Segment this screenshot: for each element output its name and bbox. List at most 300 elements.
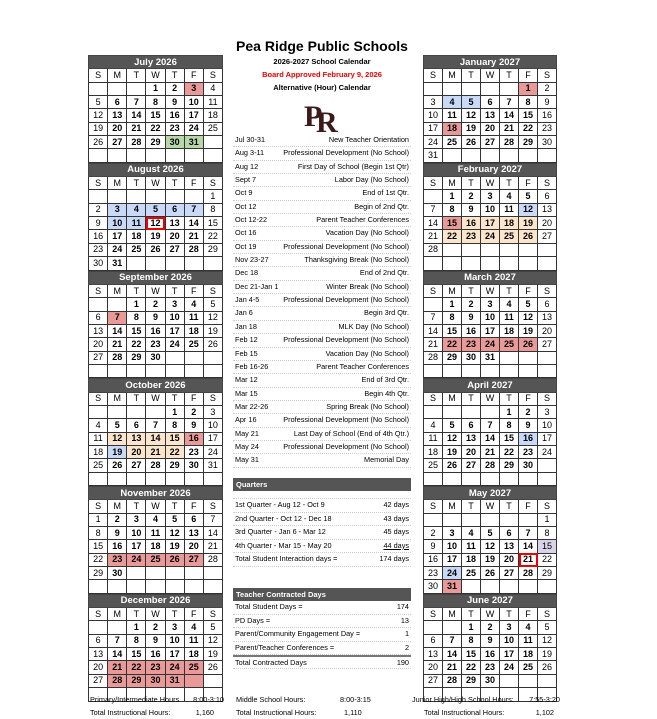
week-row: [424, 203, 557, 216]
weekday-label: S: [203, 392, 222, 405]
event-description: Parent Teacher Conferences: [316, 215, 409, 225]
calendar-day: 8: [519, 96, 538, 109]
calendar-day: 22: [165, 445, 184, 458]
calendar-day: 3: [184, 82, 203, 95]
event-description: End of 1st Qtr.: [362, 188, 409, 198]
calendar-day: 2: [462, 298, 481, 311]
teacher-days-header: Teacher Contracted Days: [233, 588, 411, 601]
month-title: August 2026: [89, 163, 223, 176]
month-calendar: [88, 378, 223, 486]
calendar-day: 22: [89, 553, 108, 566]
calendar-day: 10: [165, 311, 184, 324]
weekday-label: M: [443, 392, 462, 405]
calendar-day: 6: [500, 527, 519, 540]
calendar-day: 31: [165, 674, 184, 687]
high-hours-label: Junior High/High School Hours:: [412, 695, 514, 704]
calendar-day: [165, 351, 184, 364]
weekday-label: T: [462, 69, 481, 82]
weekday-label: S: [538, 608, 557, 621]
calendar-day: 30: [146, 674, 165, 687]
calendar-day: 28: [127, 136, 146, 149]
month-title: February 2027: [424, 163, 557, 176]
calendar-day: 25: [424, 459, 443, 472]
week-row: [89, 661, 223, 674]
week-row: [424, 405, 557, 418]
calendar-day: 20: [89, 338, 108, 351]
quarters-row: [233, 553, 411, 567]
calendar-day: 20: [538, 217, 557, 230]
calendar-day: [424, 190, 443, 203]
week-row: [89, 445, 223, 458]
calendar-day: 26: [203, 661, 222, 674]
calendar-day: [203, 364, 222, 377]
calendar-day: 26: [146, 243, 165, 256]
calendar-day: 12: [203, 634, 222, 647]
alternative-calendar-label: Alternative (Hour) Calendar: [273, 83, 371, 92]
calendar-day: 4: [500, 298, 519, 311]
calendar-day: 12: [519, 203, 538, 216]
week-row: [89, 513, 223, 526]
weekday-row: [424, 500, 557, 513]
calendar-day: [462, 257, 481, 270]
event-row: [233, 227, 411, 240]
calendar-day: 19: [519, 324, 538, 337]
week-row: [89, 553, 223, 566]
month-calendar: [423, 594, 557, 702]
weekday-label: T: [500, 284, 519, 297]
calendar-day: 27: [462, 459, 481, 472]
calendar-day: 12: [538, 634, 557, 647]
weekday-label: M: [108, 392, 127, 405]
weekday-label: F: [184, 500, 203, 513]
calendar-day: [500, 82, 519, 95]
calendar-day: 16: [108, 540, 127, 553]
calendar-day: 25: [184, 338, 203, 351]
calendar-day: 21: [424, 230, 443, 243]
calendar-day: [146, 257, 165, 270]
weekday-label: S: [89, 284, 108, 297]
calendar-day: [108, 190, 127, 203]
event-description: Professional Development (No School): [283, 241, 409, 251]
calendar-day: 9: [538, 96, 557, 109]
weekday-label: F: [184, 284, 203, 297]
event-row: [233, 254, 411, 267]
calendar-day: 18: [184, 324, 203, 337]
weekday-label: W: [481, 69, 500, 82]
calendar-day: 14: [519, 540, 538, 553]
week-row: [424, 648, 557, 661]
week-row: [89, 82, 223, 95]
calendar-day: 17: [538, 432, 557, 445]
calendar-day: 15: [519, 109, 538, 122]
event-date: Oct 12: [235, 201, 257, 211]
calendar-day: 18: [462, 553, 481, 566]
calendar-day: 3: [443, 527, 462, 540]
calendar-day: [462, 405, 481, 418]
calendar-day: 12: [519, 311, 538, 324]
calendar-day: [424, 257, 443, 270]
calendar-day: [538, 149, 557, 162]
event-row: [233, 441, 411, 454]
calendar-day: 3: [481, 190, 500, 203]
teacher-value: 190: [396, 658, 409, 668]
calendar-day: 17: [424, 122, 443, 135]
event-description: Professional Development (No School): [283, 441, 409, 451]
calendar-day: 18: [519, 648, 538, 661]
week-row: [89, 634, 223, 647]
event-description: Begin of 2nd Qtr.: [354, 201, 409, 211]
event-row: [233, 401, 411, 414]
calendar-day: [500, 674, 519, 687]
weekday-label: S: [89, 608, 108, 621]
events-list: [233, 134, 411, 468]
calendar-day: [146, 567, 165, 580]
weekday-label: T: [165, 177, 184, 190]
calendar-day: 11: [89, 432, 108, 445]
calendar-day: 7: [519, 527, 538, 540]
calendar-day: 23: [146, 338, 165, 351]
calendar-day: 23: [184, 445, 203, 458]
month-calendar: [88, 594, 223, 702]
middle-hours-value: 8:00-3:15: [340, 695, 371, 704]
week-row: [424, 364, 557, 377]
calendar-day: 14: [108, 648, 127, 661]
calendar-day: 12: [89, 109, 108, 122]
calendar-day: [127, 472, 146, 485]
calendar-day: 29: [203, 243, 222, 256]
week-row: [89, 203, 223, 216]
calendar-column-spring: [423, 55, 557, 702]
weekday-label: F: [184, 177, 203, 190]
month-calendar: [88, 55, 223, 163]
calendar-day: 1: [203, 190, 222, 203]
primary-hours: [90, 693, 224, 719]
calendar-day: [519, 351, 538, 364]
calendar-day: 23: [538, 122, 557, 135]
calendar-day: 21: [108, 338, 127, 351]
primary-total-label: Total Instructional Hours:: [90, 708, 171, 717]
weekday-label: M: [443, 284, 462, 297]
event-row: [233, 174, 411, 187]
week-row: [424, 445, 557, 458]
calendar-day: [165, 257, 184, 270]
month-calendar: [423, 378, 557, 486]
calendar-day: 20: [108, 122, 127, 135]
calendar-day: [108, 621, 127, 634]
week-row: [89, 257, 223, 270]
calendar-day: 10: [500, 634, 519, 647]
calendar-day: 10: [481, 311, 500, 324]
calendar-day: 24: [203, 445, 222, 458]
calendar-day: 25: [89, 459, 108, 472]
calendar-day: 4: [184, 298, 203, 311]
calendar-day: 22: [127, 661, 146, 674]
calendar-day: [89, 298, 108, 311]
calendar-day: 11: [500, 203, 519, 216]
weekday-label: T: [462, 392, 481, 405]
calendar-day: [165, 567, 184, 580]
calendar-day: 14: [443, 648, 462, 661]
week-row: [89, 217, 223, 230]
calendar-day: 7: [108, 634, 127, 647]
calendar-day: [165, 149, 184, 162]
calendar-day: 4: [146, 513, 165, 526]
calendar-day: 18: [203, 109, 222, 122]
event-date: Mar 15: [235, 388, 258, 398]
weekday-row: [89, 69, 223, 82]
calendar-day: 28: [481, 459, 500, 472]
calendar-day: 13: [89, 324, 108, 337]
calendar-day: 2: [146, 298, 165, 311]
event-date: Mar 12: [235, 375, 258, 385]
calendar-day: 20: [500, 553, 519, 566]
teacher-row: [233, 655, 411, 669]
event-description: Vacation Day (No School): [325, 228, 409, 238]
svg-text:R: R: [316, 106, 338, 134]
calendar-day: [165, 190, 184, 203]
calendar-day: [519, 364, 538, 377]
month-header-row: [89, 271, 223, 284]
weekday-row: [424, 392, 557, 405]
calendar-day: [443, 257, 462, 270]
calendar-day: 21: [500, 122, 519, 135]
calendar-day: [500, 351, 519, 364]
calendar-day: 9: [108, 527, 127, 540]
quarters-label: 1st Quarter - Aug 12 - Oct 9: [235, 500, 325, 509]
calendar-day: 19: [481, 553, 500, 566]
week-row: [89, 621, 223, 634]
calendar-day: 24: [443, 567, 462, 580]
calendar-day: 4: [519, 621, 538, 634]
month-title: July 2026: [89, 56, 223, 69]
weekday-label: S: [203, 284, 222, 297]
calendar-day: 26: [89, 136, 108, 149]
calendar-day: 23: [519, 445, 538, 458]
calendar-day: [538, 351, 557, 364]
calendar-day: 21: [184, 230, 203, 243]
calendar-day: [89, 405, 108, 418]
calendar-day: 9: [146, 634, 165, 647]
month-title: October 2026: [89, 379, 223, 392]
calendar-day: 8: [127, 634, 146, 647]
event-description: End of 2nd Qtr.: [359, 268, 409, 278]
calendar-day: 2: [89, 203, 108, 216]
weekday-label: S: [424, 69, 443, 82]
event-date: May 31: [235, 455, 259, 465]
calendar-day: 12: [203, 311, 222, 324]
weekday-label: W: [146, 284, 165, 297]
calendar-day: 24: [108, 243, 127, 256]
calendar-day: [108, 405, 127, 418]
calendar-day: 3: [424, 96, 443, 109]
calendar-day: 27: [500, 567, 519, 580]
week-row: [424, 513, 557, 526]
weekday-label: T: [462, 177, 481, 190]
calendar-day: 14: [127, 109, 146, 122]
teacher-label: Total Student Days =: [235, 602, 303, 611]
calendar-day: 22: [443, 230, 462, 243]
weekday-label: S: [424, 500, 443, 513]
calendar-day: 1: [500, 405, 519, 418]
weekday-label: F: [519, 69, 538, 82]
weekday-label: T: [127, 608, 146, 621]
calendar-day: 21: [146, 445, 165, 458]
calendar-day: 18: [500, 217, 519, 230]
middle-total-value: 1,110: [344, 708, 362, 717]
quarters-label: 4th Quarter - Mar 15 - May 20: [235, 540, 332, 550]
calendar-day: 18: [127, 230, 146, 243]
calendar-day: 30: [146, 351, 165, 364]
calendar-day: 29: [519, 136, 538, 149]
event-description: New Teacher Orientation: [328, 135, 409, 144]
event-row: [233, 374, 411, 387]
calendar-day: [184, 351, 203, 364]
calendar-day: 7: [184, 203, 203, 216]
calendar-day: [184, 580, 203, 593]
calendar-day: [443, 513, 462, 526]
calendar-day: 2: [165, 82, 184, 95]
calendar-day: [89, 364, 108, 377]
teacher-row: [233, 642, 411, 656]
week-row: [89, 96, 223, 109]
event-description: MLK Day (No School): [338, 321, 409, 331]
calendar-day: [538, 472, 557, 485]
event-row: [233, 267, 411, 280]
teacher-row: [233, 601, 411, 615]
calendar-day: 2: [538, 82, 557, 95]
calendar-day: 17: [500, 648, 519, 661]
calendar-day: [500, 364, 519, 377]
event-row: [233, 348, 411, 361]
calendar-day: 5: [443, 419, 462, 432]
calendar-day: 8: [538, 527, 557, 540]
calendar-day: 2: [184, 405, 203, 418]
calendar-day: [424, 621, 443, 634]
weekday-row: [424, 69, 557, 82]
calendar-day: 5: [108, 419, 127, 432]
calendar-day: 7: [108, 311, 127, 324]
calendar-day: [519, 257, 538, 270]
calendar-day: 31: [443, 580, 462, 593]
svg-text:P: P: [304, 100, 323, 133]
calendar-day: 24: [127, 553, 146, 566]
calendar-day: 25: [500, 338, 519, 351]
calendar-day: 13: [481, 109, 500, 122]
month-title: April 2027: [424, 379, 557, 392]
calendar-day: 18: [424, 445, 443, 458]
calendar-day: 30: [108, 567, 127, 580]
calendar-day: 24: [481, 230, 500, 243]
calendar-day: 1: [127, 621, 146, 634]
week-row: [424, 136, 557, 149]
calendar-day: [519, 513, 538, 526]
calendar-day: 28: [184, 243, 203, 256]
calendar-day: 17: [184, 109, 203, 122]
calendar-day: 19: [203, 324, 222, 337]
weekday-label: M: [108, 284, 127, 297]
calendar-day: 15: [165, 432, 184, 445]
calendar-day: [146, 580, 165, 593]
calendar-day: 28: [203, 553, 222, 566]
calendar-day: 21: [108, 661, 127, 674]
weekday-label: T: [500, 500, 519, 513]
calendar-day: 1: [443, 298, 462, 311]
teacher-label: Total Contracted Days: [235, 658, 307, 668]
calendar-day: [203, 257, 222, 270]
calendar-day: [89, 472, 108, 485]
calendar-day: 23: [89, 243, 108, 256]
calendar-day: 4: [500, 190, 519, 203]
weekday-label: T: [500, 608, 519, 621]
calendar-day: 16: [146, 648, 165, 661]
event-date: Feb 16-26: [235, 361, 269, 371]
calendar-day: [500, 513, 519, 526]
quarters-value: 174 days: [379, 554, 409, 564]
calendar-day: 11: [424, 432, 443, 445]
weekday-label: T: [165, 392, 184, 405]
calendar-day: [108, 580, 127, 593]
event-row: [233, 454, 411, 467]
calendar-day: 13: [424, 648, 443, 661]
calendar-day: 4: [462, 527, 481, 540]
calendar-day: 17: [127, 540, 146, 553]
calendar-day: 7: [500, 96, 519, 109]
calendar-day: 5: [538, 621, 557, 634]
calendar-day: [127, 190, 146, 203]
month-title: May 2027: [424, 487, 557, 500]
quarters-label: Total Student Interaction days =: [235, 554, 338, 564]
calendar-day: 15: [127, 324, 146, 337]
weekday-label: S: [538, 69, 557, 82]
calendar-day: 6: [108, 96, 127, 109]
calendar-day: 18: [89, 445, 108, 458]
calendar-day: 6: [538, 190, 557, 203]
month-calendar: [88, 486, 223, 594]
weekday-label: S: [424, 284, 443, 297]
calendar-day: [519, 472, 538, 485]
calendar-day: [146, 190, 165, 203]
calendar-day: 28: [519, 567, 538, 580]
weekday-label: F: [184, 608, 203, 621]
week-row: [89, 527, 223, 540]
weekday-label: M: [108, 608, 127, 621]
calendar-day: 22: [127, 338, 146, 351]
calendar-day: 24: [538, 445, 557, 458]
calendar-day: [424, 513, 443, 526]
event-row: [233, 214, 411, 227]
calendar-day: [184, 472, 203, 485]
calendar-day: [127, 405, 146, 418]
calendar-day: 1: [165, 405, 184, 418]
calendar-day: 29: [165, 459, 184, 472]
calendar-day: 30: [538, 136, 557, 149]
calendar-day: [108, 364, 127, 377]
calendar-day: 30: [424, 580, 443, 593]
calendar-day: 21: [481, 445, 500, 458]
calendar-day: [424, 298, 443, 311]
calendar-day: 3: [203, 405, 222, 418]
calendar-day: 7: [443, 634, 462, 647]
calendar-day: 10: [203, 419, 222, 432]
event-date: Apr 16: [235, 415, 257, 425]
calendar-day: 10: [538, 419, 557, 432]
weekday-label: T: [165, 69, 184, 82]
calendar-day: [443, 621, 462, 634]
calendar-day: 8: [203, 203, 222, 216]
calendar-day: 24: [500, 661, 519, 674]
weekday-row: [424, 177, 557, 190]
event-date: Sept 7: [235, 175, 257, 185]
